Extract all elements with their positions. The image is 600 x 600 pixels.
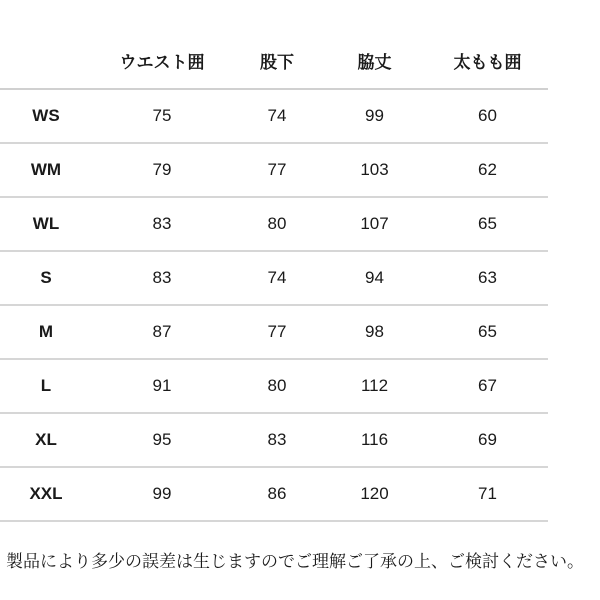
side-length-value: 116: [322, 413, 427, 467]
inseam-value: 80: [232, 197, 322, 251]
thigh-value: 67: [427, 359, 548, 413]
size-label: WL: [0, 197, 92, 251]
size-label: L: [0, 359, 92, 413]
size-label: XXL: [0, 467, 92, 521]
table-row: [0, 413, 548, 467]
size-label: XL: [0, 413, 92, 467]
inseam-value: 74: [232, 89, 322, 143]
waist-value: 91: [92, 359, 232, 413]
waist-value: 83: [92, 197, 232, 251]
tolerance-note: 製品により多少の誤差は生じますのでご理解ご了承の上、ご検討ください。: [6, 552, 584, 571]
thigh-value: 69: [427, 413, 548, 467]
side-length-value: 99: [322, 89, 427, 143]
side-length-value: 94: [322, 251, 427, 305]
waist-value: 83: [92, 251, 232, 305]
inseam-value: 80: [232, 359, 322, 413]
side-length-value: 98: [322, 305, 427, 359]
header-inseam: 股下: [232, 0, 322, 89]
size-label: WS: [0, 89, 92, 143]
header-waist: ウエスト囲: [92, 0, 232, 89]
size-label: M: [0, 305, 92, 359]
thigh-value: 62: [427, 143, 548, 197]
thigh-value: 60: [427, 89, 548, 143]
side-length-value: 103: [322, 143, 427, 197]
thigh-value: 71: [427, 467, 548, 521]
inseam-value: 77: [232, 143, 322, 197]
side-length-value: 107: [322, 197, 427, 251]
thigh-value: 63: [427, 251, 548, 305]
waist-value: 75: [92, 89, 232, 143]
inseam-value: 77: [232, 305, 322, 359]
table-row: [0, 305, 548, 359]
header-thigh: 太もも囲: [427, 0, 548, 89]
table-row: [0, 143, 548, 197]
inseam-value: 83: [232, 413, 322, 467]
waist-value: 95: [92, 413, 232, 467]
side-length-value: 112: [322, 359, 427, 413]
waist-value: 99: [92, 467, 232, 521]
table-row: [0, 89, 548, 143]
thigh-value: 65: [427, 197, 548, 251]
waist-value: 87: [92, 305, 232, 359]
header-row: [0, 0, 548, 89]
header-size: [0, 0, 92, 89]
waist-value: 79: [92, 143, 232, 197]
thigh-value: 65: [427, 305, 548, 359]
table-row: [0, 359, 548, 413]
inseam-value: 74: [232, 251, 322, 305]
table-row: [0, 251, 548, 305]
table-row: [0, 467, 548, 521]
header-side-length: 脇丈: [322, 0, 427, 89]
table-row: [0, 197, 548, 251]
side-length-value: 120: [322, 467, 427, 521]
inseam-value: 86: [232, 467, 322, 521]
size-label: WM: [0, 143, 92, 197]
size-label: S: [0, 251, 92, 305]
